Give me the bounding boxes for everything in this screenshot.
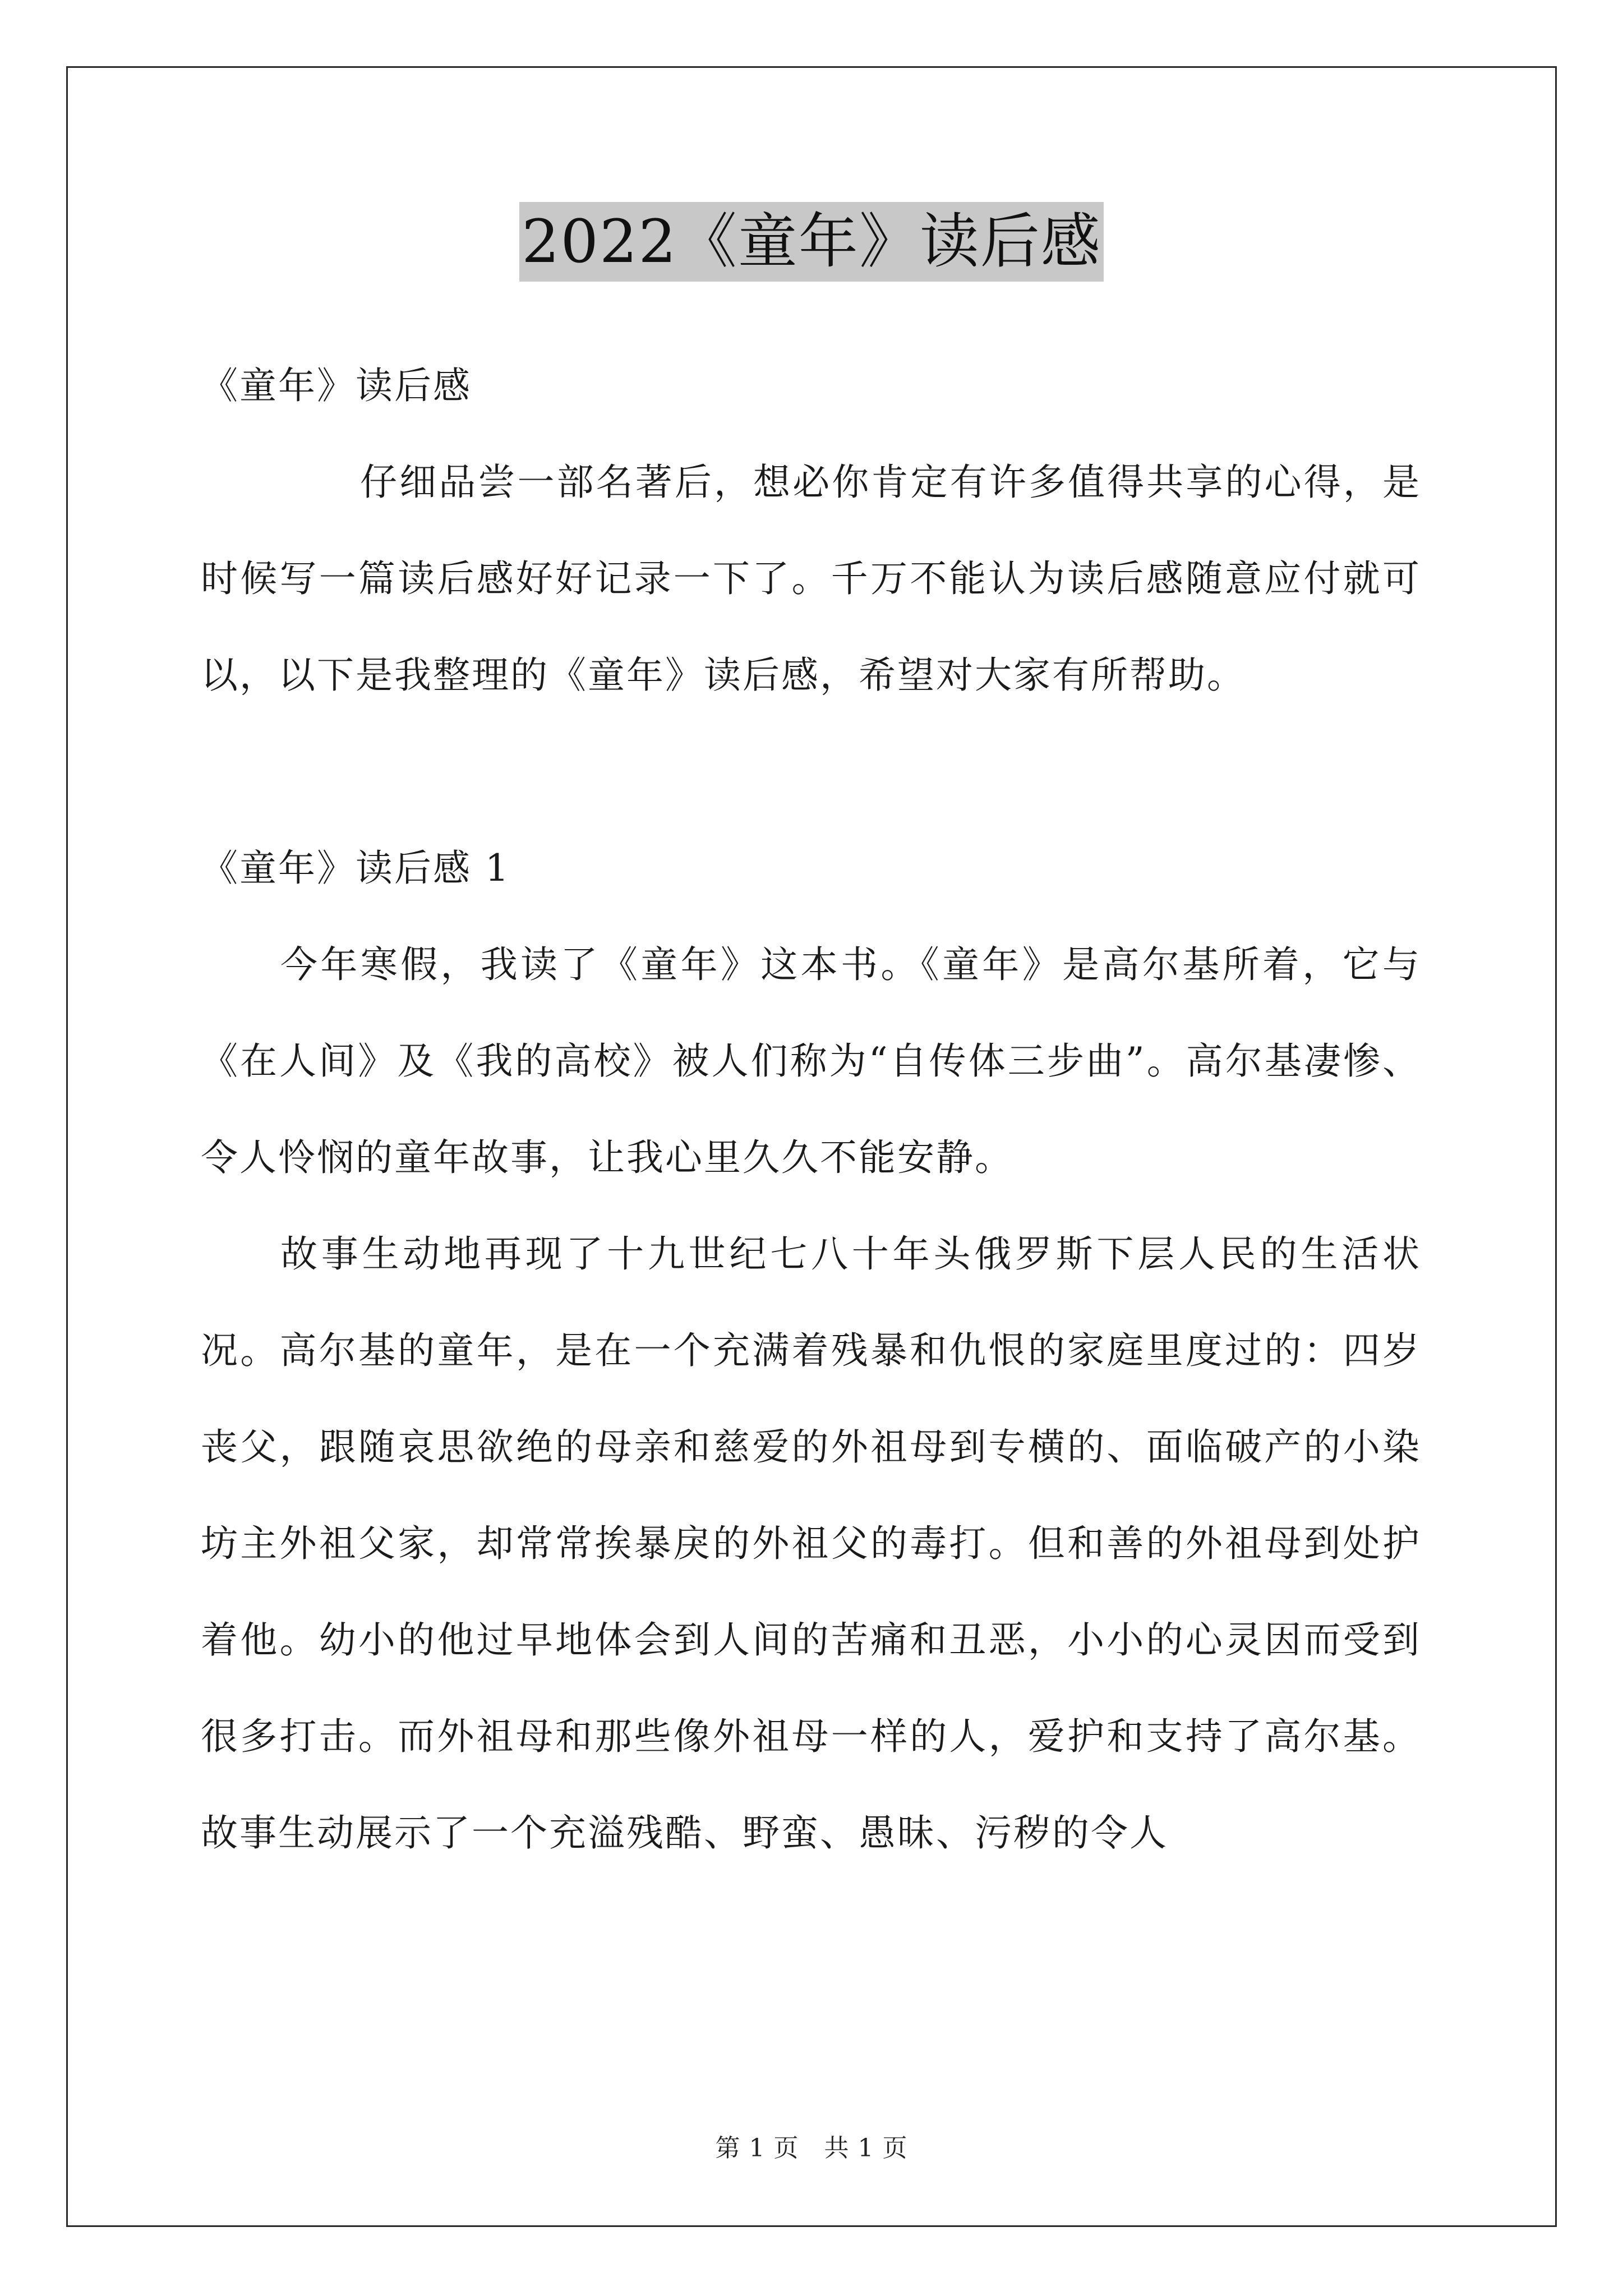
body-paragraph-1: 今年寒假，我读了《童年》这本书。《童年》是高尔基所着，它与《在人间》及《我的高校》被人们称为“自传体三步曲”。高尔基凄惨、令人怜悯的童年故事，让我心里久久不能安静。 — [201, 943, 1421, 1179]
document-title: 2022《童年》读后感 — [519, 202, 1104, 282]
section-spacer — [201, 724, 1421, 820]
page-footer — [0, 2132, 1623, 2165]
body-paragraph-2: 故事生动地再现了十九世纪七八十年头俄罗斯下层人民的生活状况。高尔基的童年，是在一个充满着残暴和仇恨的家庭里度过的：四岁丧父，跟随哀思欲绝的母亲和慈爱的外祖母到专横的、面临破产的小染坊主外祖父家，却常常挨暴戾的外祖父的毒打。但和善的外祖母到处护着他。幼小的他过早地体会到人间的苦痛和丑恶，小小的心灵因而受到很多打击。而外祖母和那些像外祖母一样的人，爱护和支持了高尔基。故事生动展示了一个充溢残酷、野蛮、愚昧、污秽的令人 — [201, 1232, 1421, 1855]
title-container — [0, 202, 1623, 282]
page-number-label: 第 1 页 共 1 页 — [715, 2134, 908, 2162]
intro-heading: 《童年》读后感 — [201, 364, 472, 407]
document-body — [201, 338, 1421, 1881]
intro-paragraph: 仔细品尝一部名著后，想必你肯定有许多值得共享的心得，是时候写一篇读后感好好记录一下了。千万不能认为读后感随意应付就可以，以下是我整理的《童年》读后感，希望对大家有所帮助。 — [201, 461, 1421, 697]
section-heading: 《童年》读后感 1 — [201, 846, 510, 890]
